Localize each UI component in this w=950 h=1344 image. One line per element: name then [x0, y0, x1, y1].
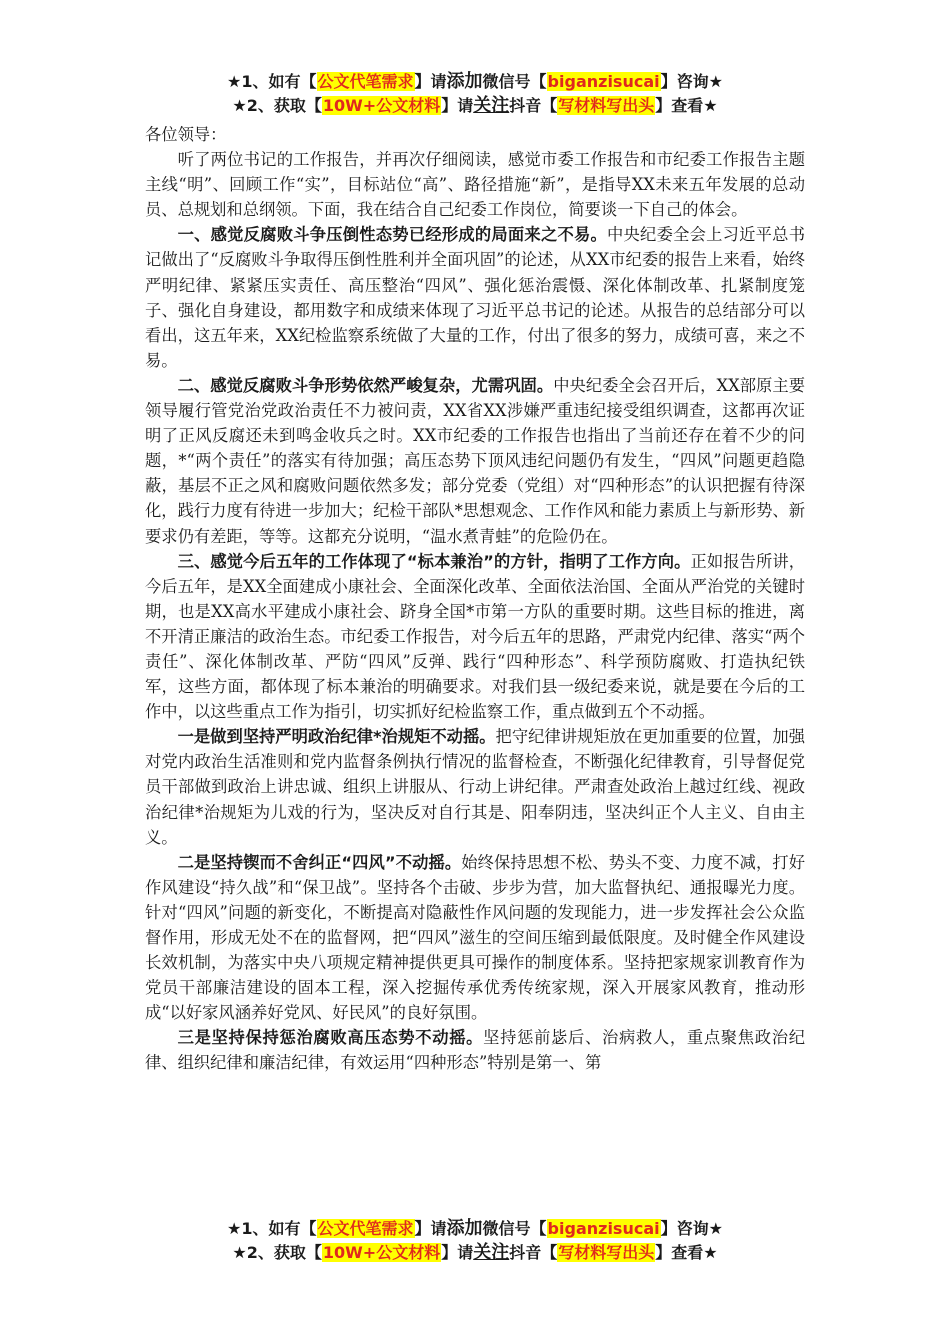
- highlight-service: 公文代笔需求: [317, 1219, 414, 1238]
- point-heading: 三是坚持保持惩治腐败高压态势不动摇。: [177, 1028, 484, 1048]
- banner-text: 】查看★: [655, 1243, 718, 1262]
- section-body: 正如报告所讲，今后五年，是XX全面建成小康社会、全面深化改革、全面依法治国、全面从严治党的关键时期，也是XX高水平建成小康社会、跻身全国*市第一方队的重要时期。这些目标的推进，离不开清正廉洁的政治生态。市纪委工作报告，对今后五年的思路，严肃党内纪律、落实“两个责任”、深化体制改革、严防“四风”反弹、践行“四种形态”、科学预防腐败、打造执纪铁军，这些方面，都体现了标本兼治的明确要求。对我们县一级纪委来说，就是要在今后的工作中，以这些重点工作为指引，切实抓好纪检监察工作，重点做到五个不动摇。: [145, 551, 805, 722]
- banner-text: 微信号【: [482, 72, 547, 91]
- star-icon: ★: [232, 96, 247, 115]
- section-heading: 二、感觉反腐败斗争形势依然严峻复杂，尤需巩固。: [177, 375, 554, 395]
- point-heading: 一是做到坚持严明政治纪律*治规矩不动摇。: [177, 727, 496, 747]
- highlight-service: 公文代笔需求: [317, 72, 414, 91]
- highlight-douyin-id: 写材料写出头: [558, 1243, 655, 1262]
- paragraph-section-3: [145, 549, 805, 725]
- highlight-douyin-id: 写材料写出头: [558, 96, 655, 115]
- document-body: [145, 122, 805, 1076]
- promo-banner-bottom-line2: [0, 1241, 950, 1265]
- banner-text: 】请: [441, 96, 474, 115]
- paragraph-point-3: [145, 1025, 805, 1075]
- point-heading: 二是坚持锲而不舍纠正“四风”不动摇。: [177, 852, 462, 872]
- star-icon: ★: [232, 1243, 247, 1262]
- paragraph-point-2: [145, 850, 805, 1026]
- banner-text: 1、如有【: [241, 1219, 317, 1238]
- paragraph-section-1: [145, 222, 805, 373]
- paragraph-section-2: [145, 373, 805, 549]
- banner-text: 2、获取【: [246, 96, 322, 115]
- section-heading: 三、感觉今后五年的工作体现了“标本兼治”的方针，指明了工作方向。: [177, 551, 691, 571]
- banner-text: 】请: [414, 72, 447, 91]
- banner-text: 】咨询★: [660, 72, 723, 91]
- point-body: 始终保持思想不松、势头不变、力度不减，打好作风建设“持久战”和“保卫战”。坚持各个击破、步步为营，加大监督执纪、通报曝光力度。针对“四风”问题的新变化，不断提高对隐蔽性作风问题的发现能力，进一步发挥社会公众监督作用，形成无处不在的监督网，把“四风”滋生的空间压缩到最低限度。及时健全作风建设长效机制，为落实中央八项规定精神提供更具可操作的制度体系。坚持把家规家训教育作为党员干部廉洁建设的固本工程，深入挖掘传承优秀传统家规，深入开展家风教育，推动形成“以好家风涵养好党风、好民风”的良好氛围。: [145, 852, 805, 1023]
- banner-text: 】查看★: [655, 96, 718, 115]
- salutation: 各位领导：: [145, 125, 227, 144]
- section-body: 中央纪委全会上习近平总书记做出了“反腐败斗争取得压倒性胜利并全面巩固”的论述，从XX市纪委的报告上来看，始终严明纪律、紧紧压实责任、高压整治“四风”、强化惩治震慑、深化体制改革、扎紧制度笼子、强化自身建设，都用数字和成绩来体现了习近平总书记的论述。从报告的总结部分可以看出，这五年来，XX纪检监察系统做了大量的工作，付出了很多的努力，成绩可喜，来之不易。: [145, 225, 805, 370]
- promo-banner-top-line1: [0, 70, 950, 94]
- point-body: 把守纪律讲规矩放在更加重要的位置，加强对党内政治生活准则和党内监督条例执行情况的监督检查，不断强化纪律教育，引导督促党员干部做到政治上讲忠诚、组织上讲服从、行动上讲纪律。严肃查处政治上越过红线、视政治纪律*治规矩为儿戏的行为，坚决反对自行其是、阳奉阴违，坚决纠正个人主义、自由主义。: [145, 727, 805, 847]
- banner-text: 】咨询★: [660, 1219, 723, 1238]
- banner-text: 微信号【: [482, 1219, 547, 1238]
- banner-emphasis: 添加: [446, 71, 483, 92]
- promo-banner-top-line2: [0, 94, 950, 118]
- star-icon: ★: [227, 72, 242, 91]
- banner-emphasis: 关注: [473, 1242, 510, 1263]
- banner-emphasis: 添加: [446, 1218, 483, 1239]
- paragraph-point-1: [145, 724, 805, 849]
- banner-text: 1、如有【: [241, 72, 317, 91]
- highlight-wechat-id: biganzisucai: [547, 72, 660, 91]
- point-body: 坚持惩前毖后、治病救人，重点聚焦政治纪律、组织纪律和廉洁纪律，有效运用“四种形态”特别是第一、第: [145, 1028, 805, 1073]
- banner-text: 】请: [441, 1243, 474, 1262]
- highlight-materials: 10W+公文材料: [322, 96, 441, 115]
- star-icon: ★: [227, 1219, 242, 1238]
- banner-text: 2、获取【: [246, 1243, 322, 1262]
- banner-text: 】请: [414, 1219, 447, 1238]
- promo-banner-bottom-line1: [0, 1217, 950, 1241]
- section-body: 中央纪委全会召开后，XX部原主要领导履行管党治党政治责任不力被问责，XX省XX涉嫌严重违纪接受组织调查，这都再次证明了正风反腐还未到鸣金收兵之时。XX市纪委的工作报告也指出了当前还存在着不少的问题，*“两个责任”的落实有待加强；高压态势下顶风违纪问题仍有发生，“四风”问题更趋隐蔽，基层不正之风和腐败问题依然多发；部分党委（党组）对“四种形态”的认识把握有待深化，践行力度有待进一步加大；纪检干部队*思想观念、工作作风和能力素质上与新形势、新要求仍有差距，等等。这都充分说明，“温水煮青蛙”的危险仍在。: [145, 375, 805, 546]
- banner-emphasis: 关注: [473, 95, 510, 116]
- section-heading: 一、感觉反腐败斗争压倒性态势已经形成的局面来之不易。: [177, 225, 608, 245]
- banner-text: 抖音【: [509, 1243, 558, 1262]
- highlight-materials: 10W+公文材料: [322, 1243, 441, 1262]
- banner-text: 抖音【: [509, 96, 558, 115]
- paragraph-intro: 听了两位书记的工作报告，并再次仔细阅读，感觉市委工作报告和市纪委工作报告主题主线“明”、回顾工作“实”，目标站位“高”、路径措施“新”，是指导XX未来五年发展的总动员、总规划和总纲领。下面，我在结合自己纪委工作岗位，简要谈一下自己的体会。: [145, 150, 805, 220]
- highlight-wechat-id: biganzisucai: [547, 1219, 660, 1238]
